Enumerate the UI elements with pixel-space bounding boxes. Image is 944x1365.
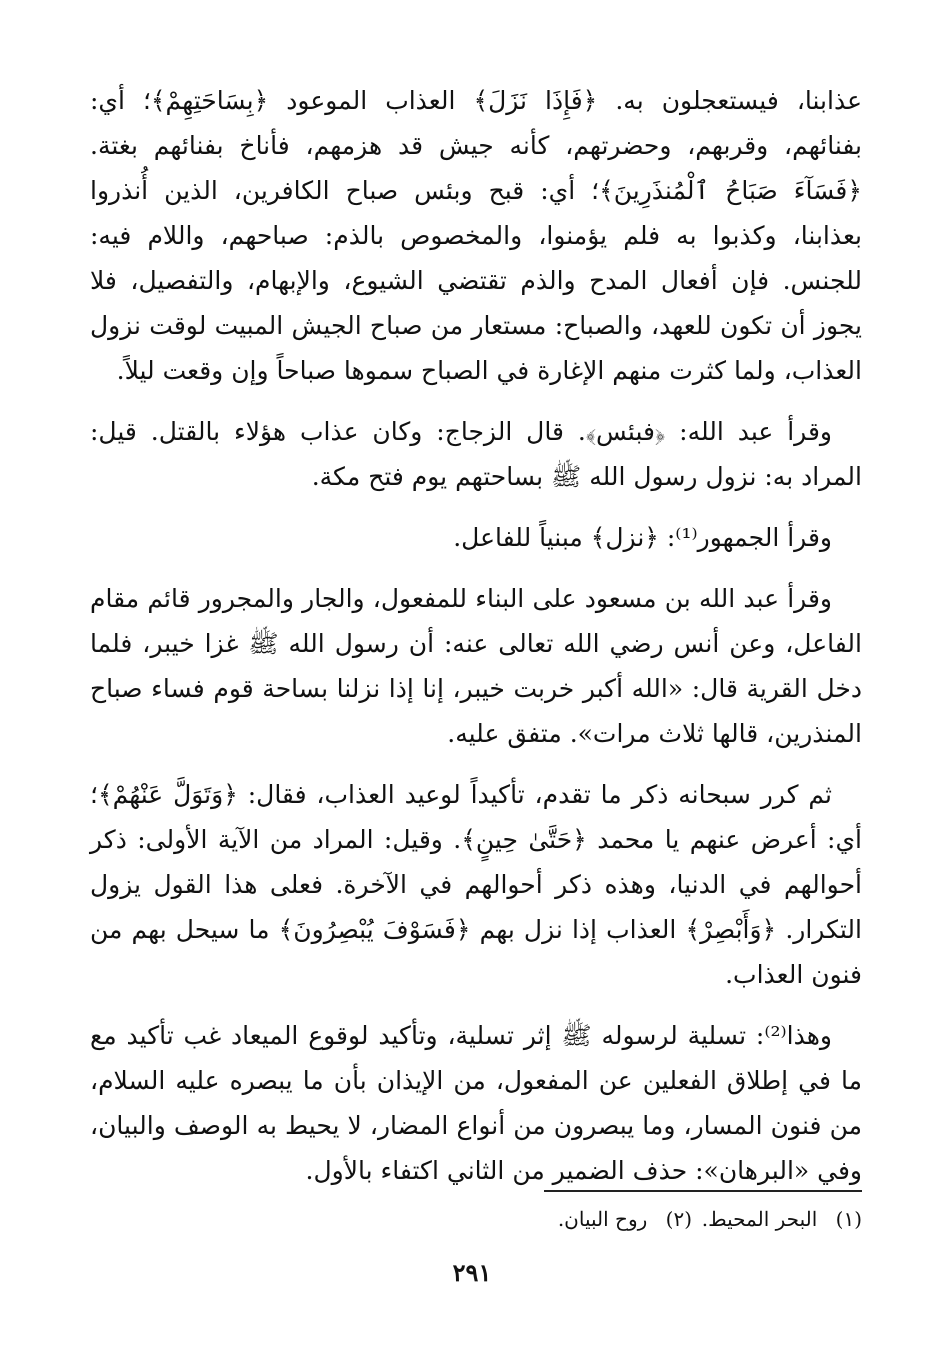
paragraph-3: وقرأ الجمهور⁽¹⁾: ﴿نزل﴾ مبنياً للفاعل. — [453, 523, 832, 552]
page-body — [90, 78, 862, 1209]
footnote-1-number: (١) — [835, 1207, 862, 1231]
paragraph-1: عذابنا، فيستعجلون به. ﴿فَإِذَا نَزَلَ﴾ العذاب الموعود ﴿بِسَاحَتِهِمْ﴾؛ أي: بفنائهم، وقربهم، وحضرتهم، كأنه جيش قد هزمهم، فأناخ بفنائهم بغتة. ﴿فَسَآءَ صَبَاحُ ٱلْمُنذَرِينَ﴾؛ أي: قبح وبئس صباح الكافرين، الذين أُنذروا بعذابنا، وكذبوا به فلم يؤمنوا، والمخصوص بالذم: صباحهم، واللام فيه: للجنس. فإن أفعال المدح والذم تقتضي الشيوع، والإبهام، والتفصيل، فلا يجوز أن تكون للعهد، والصباح: مستعار من صباح الجيش المبيت لوقت نزول العذاب، ولما كثرت منهم الإغارة في الصباح سموها صباحاً وإن وقعت ليلاً. — [90, 86, 862, 385]
page-number: ٢٩١ — [452, 1258, 492, 1287]
footnote-2-number: (٢) — [665, 1207, 692, 1231]
footnote-2-text: روح البيان. — [557, 1207, 648, 1231]
footnote-1-text: البحر المحيط. — [701, 1207, 818, 1231]
paragraph-5: ثم كرر سبحانه ذكر ما تقدم، تأكيداً لوعيد العذاب، فقال: ﴿وَتَوَلَّ عَنْهُمْ﴾؛ أي: أعرض عنهم يا محمد ﴿حَتَّىٰ حِينٍ﴾. وقيل: المراد من الآية الأولى: ذكر أحوالهم في الدنيا، وهذه ذكر أحوالهم في الآخرة. فعلى هذا القول يزول التكرار. ﴿وَأَبْصِرْ﴾ العذاب إذا نزل بهم ﴿فَسَوْفَ يُبْصِرُونَ﴾ ما سيحل بهم من فنون العذاب. — [90, 780, 862, 989]
footnote-divider — [544, 1190, 862, 1192]
footnote-2 — [522, 1203, 692, 1235]
paragraph-6: وهذا⁽²⁾: تسلية لرسوله ﷺ إثر تسلية، وتأكيد لوقوع الميعاد غب تأكيد مع ما في إطلاق الفعلين عن المفعول، من الإيذان بأن ما يبصره عليه السلام، من فنون المسار، وما يبصرون من أنواع المضار، لا يحيط به الوصف والبيان، وفي «البرهان»: حذف الضمير من الثاني اكتفاء بالأول. — [90, 1021, 862, 1185]
footnote-1 — [692, 1203, 862, 1235]
footnotes — [90, 1203, 862, 1235]
paragraph-2: وقرأ عبد الله: ﴿فبئس﴾. قال الزجاج: وكان عذاب هؤلاء بالقتل. قيل: المراد به: نزول رسول الله ﷺ بساحتهم يوم فتح مكة. — [90, 417, 862, 491]
paragraph-4: وقرأ عبد الله بن مسعود على البناء للمفعول، والجار والمجرور قائم مقام الفاعل، وعن أنس رضي الله تعالى عنه: أن رسول الله ﷺ غزا خيبر، فلما دخل القرية قال: «الله أكبر خربت خيبر، إنا إذا نزلنا بساحة قوم فساء صباح المنذرين، قالها ثلاث مرات». متفق عليه. — [90, 584, 862, 748]
